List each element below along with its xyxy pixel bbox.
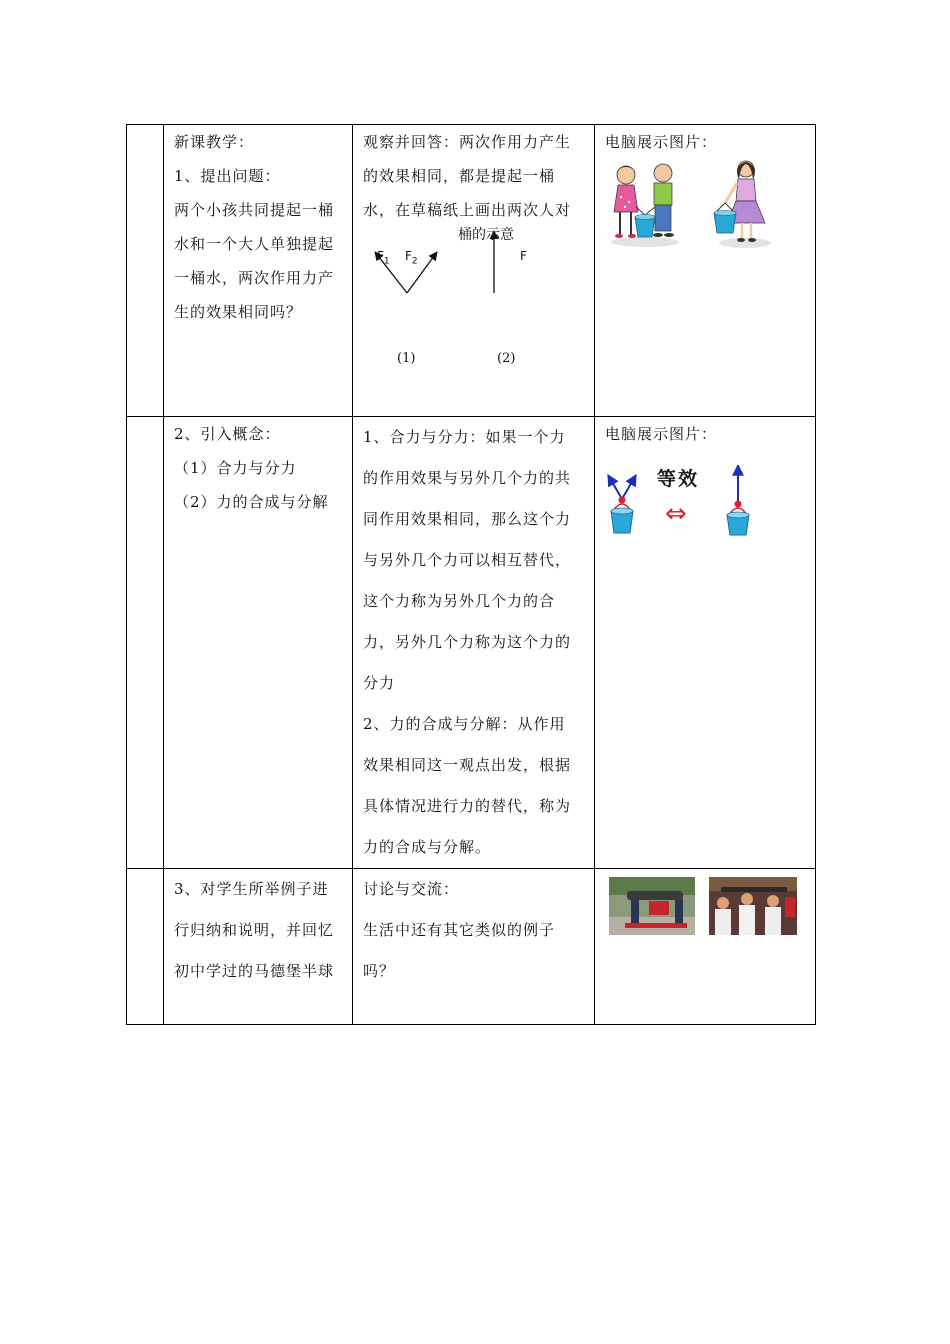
table-row	[127, 417, 816, 869]
text-line: 与另外几个力可以相互替代，	[363, 551, 572, 569]
media-cell	[595, 125, 816, 417]
photo-2	[709, 877, 797, 935]
teacher-activity-cell	[164, 869, 353, 1025]
text-line: 这个力称为另外几个力的合	[363, 592, 556, 610]
caption-2: (2)	[497, 351, 516, 366]
force-diagram	[363, 227, 586, 377]
caption-1: (1)	[397, 351, 416, 366]
knot-left	[619, 497, 626, 504]
text-line: 讨论与交流：	[363, 880, 460, 898]
teacher-activity-cell	[164, 125, 353, 417]
text-line: 吗？	[363, 962, 396, 980]
force-vectors-svg	[363, 227, 583, 377]
text-line: 2、力的合成与分解：从作用	[363, 715, 566, 733]
stage-cell	[127, 125, 164, 417]
label-f: F	[520, 249, 527, 263]
table-row	[127, 869, 816, 1025]
teacher-activity-cell	[164, 417, 353, 869]
text-line: 2、引入概念：	[174, 425, 281, 443]
text-line: 同作用效果相同，那么这个力	[363, 510, 572, 528]
text-line: （2）力的合成与分解	[174, 493, 329, 511]
table-row	[127, 125, 816, 417]
text-line: 水，在草稿纸上画出两次人对	[363, 201, 572, 219]
text-line: 一桶水，两次作用力产	[174, 269, 335, 287]
student-activity-cell	[353, 869, 595, 1025]
text-line: 3、对学生所举例子进	[174, 880, 329, 898]
label-f2	[405, 239, 418, 278]
stage-cell	[127, 869, 164, 1025]
media-label: 电脑展示图片：	[605, 133, 718, 151]
label-f2-sub: 2	[411, 256, 418, 267]
text-line: 水和一个大人单独提起	[174, 235, 335, 253]
label-f1	[377, 239, 390, 278]
text-line: 的作用效果与另外几个力的共	[363, 469, 572, 487]
label-f1-sub: 1	[383, 256, 390, 267]
knot-right	[735, 501, 742, 508]
text-line: 初中学过的马德堡半球	[174, 962, 335, 980]
text-line: 效果相同这一观点出发，根据	[363, 756, 572, 774]
lesson-plan-table	[126, 124, 816, 1025]
equivalent-forces-svg	[605, 465, 805, 555]
media-cell	[595, 869, 816, 1025]
equivalence-illustration	[605, 465, 807, 555]
text-line: 力，另外几个力称为这个力的	[363, 633, 572, 651]
student-activity-cell	[353, 125, 595, 417]
text-line: 1、提出问题：	[174, 167, 281, 185]
text-line: 力的合成与分解。	[363, 838, 492, 856]
text-line: 两个小孩共同提起一桶	[174, 201, 335, 219]
student-activity-cell	[353, 417, 595, 869]
force-arrow-left-1	[608, 475, 622, 499]
equivalence-label: 等效	[657, 468, 700, 490]
text-line: 生活中还有其它类似的例子	[363, 921, 556, 939]
text-line: 分力	[363, 674, 396, 692]
text-line: 的效果相同，都是提起一桶	[363, 167, 556, 185]
magdeburg-photos	[605, 877, 805, 939]
force-arrow-left-2	[622, 475, 636, 499]
media-label: 电脑展示图片：	[605, 425, 718, 443]
media-cell	[595, 417, 816, 869]
text-line: 新课教学：	[174, 133, 255, 151]
photo-1	[609, 877, 695, 935]
text-line: （1）合力与分力	[174, 459, 297, 477]
text-line: 桶的示意	[458, 227, 514, 243]
text-line: 具体情况进行力的替代，称为	[363, 797, 572, 815]
label-f1-letter: F	[377, 249, 384, 263]
text-line: 1、合力与分力：如果一个力	[363, 428, 566, 446]
text-line: 行归纳和说明，并回忆	[174, 921, 335, 939]
double-arrow-icon: ⇔	[665, 499, 687, 529]
stage-cell	[127, 417, 164, 869]
text-line: 观察并回答：两次作用力产生	[363, 133, 572, 151]
text-line: 生的效果相同吗？	[174, 303, 303, 321]
label-f2-letter: F	[405, 249, 412, 263]
